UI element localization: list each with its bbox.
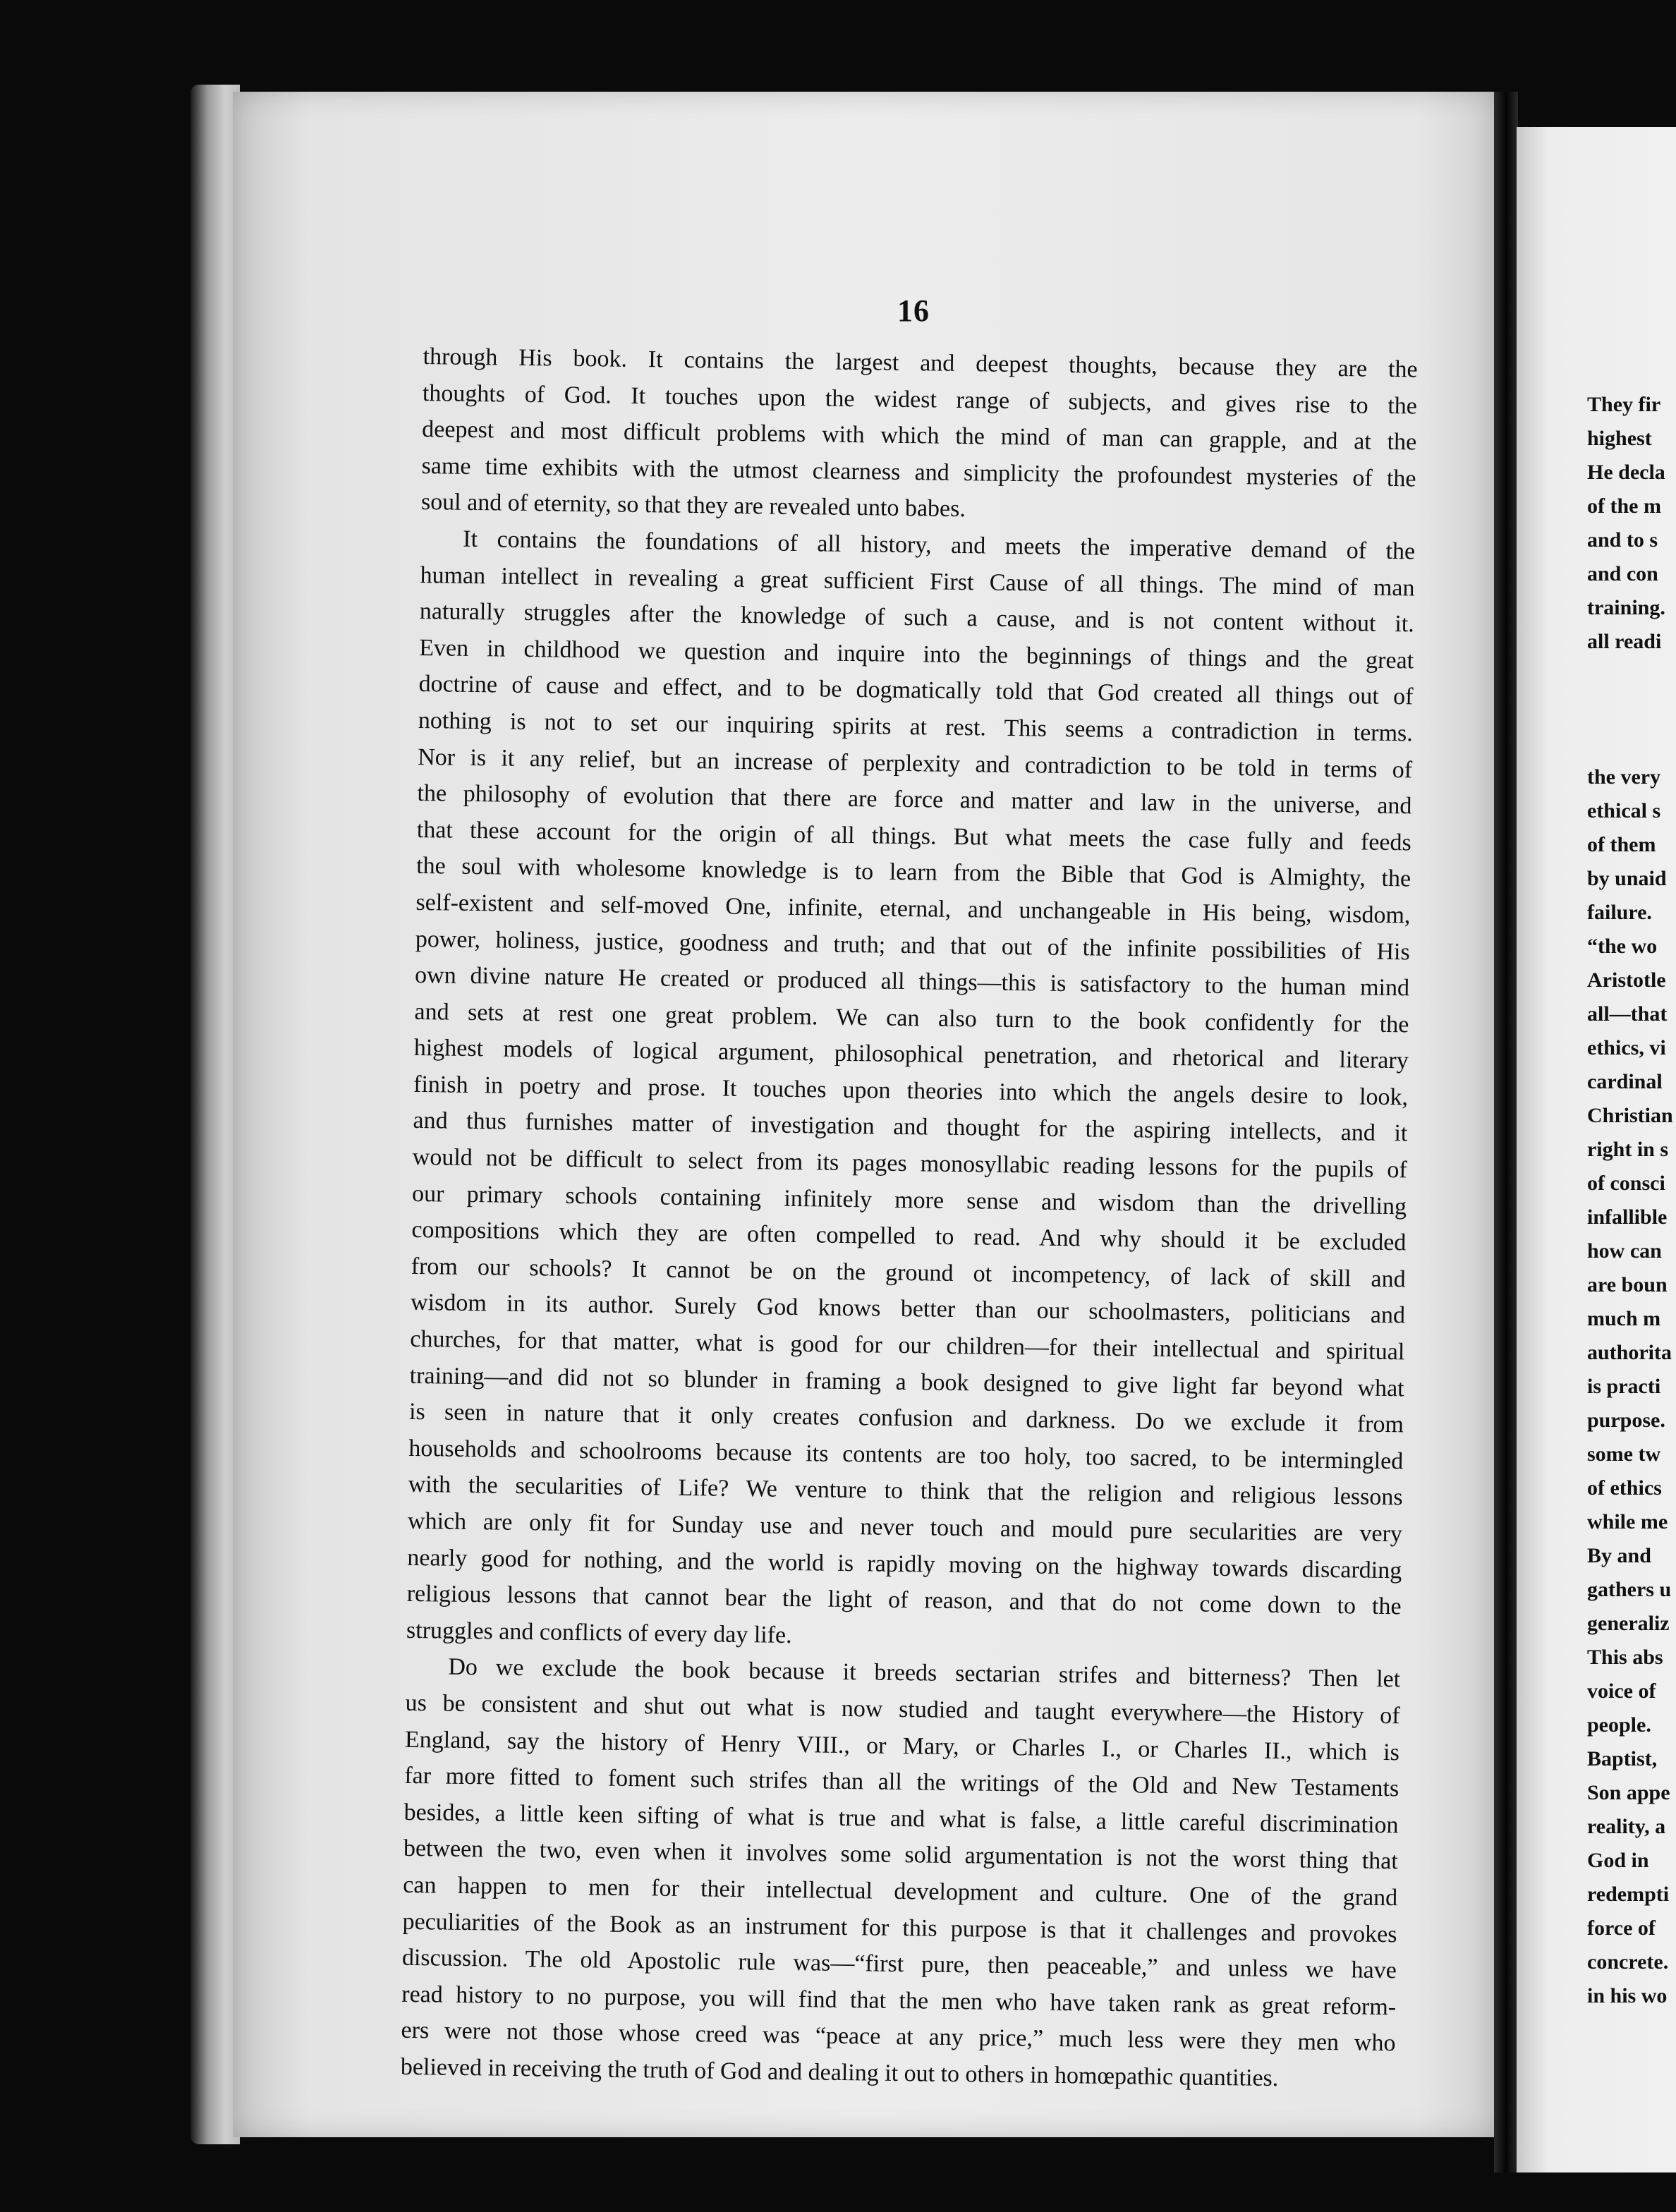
text-line: thoughts of God. It touches upon the widest range of subjects, and gives rise to the xyxy=(422,379,1418,420)
text-line: read history to no purpose, you will find that the men who have taken rank as great reform- xyxy=(401,1981,1397,2020)
text-line: from our schools? It cannot be on the ground ot incompetency, of lack of skill and xyxy=(411,1253,1406,1293)
text-line: Even in childhood we question and inquire into the beginnings of things and the great xyxy=(419,634,1414,674)
paragraph xyxy=(421,339,1418,533)
text-line: our primary schools containing infinitely more sense and wisdom than the drivelling xyxy=(411,1180,1407,1220)
facing-page-line: are boun xyxy=(1587,1273,1668,1296)
text-line: wisdom in its author. Surely God knows better than our schoolmasters, politicians and xyxy=(410,1289,1406,1329)
facing-page-line: Christian xyxy=(1587,1104,1673,1127)
facing-page-line: generaliz xyxy=(1587,1612,1670,1635)
text-line: through His book. It contains the largest and deepest thoughts, because they are the xyxy=(423,343,1418,383)
text-line: churches, for that matter, what is good for our children—for their intellectual and spiritual xyxy=(410,1325,1405,1366)
text-line: doctrine of cause and effect, and to be dogmatically told that God created all things out of xyxy=(418,671,1414,710)
text-line: same time exhibits with the utmost clearness and simplicity the profoundest mysteries of the xyxy=(421,452,1416,492)
facing-page-line xyxy=(1587,693,1676,727)
facing-page-line: some tw xyxy=(1587,1442,1661,1466)
facing-page-line: He decla xyxy=(1587,461,1665,484)
facing-page-line: voice of xyxy=(1587,1679,1656,1703)
text-line: that these account for the origin of all things. But what meets the case fully and feeds xyxy=(416,816,1412,856)
facing-page-line: reality, a xyxy=(1587,1815,1666,1838)
page-body-text xyxy=(401,339,1418,2098)
facing-page-line: all readi xyxy=(1587,630,1662,653)
text-line: far more fitted to foment such strifes than all the writings of the Old and New Testaments xyxy=(404,1762,1399,1802)
facing-page-line: Baptist, xyxy=(1587,1747,1658,1770)
text-line: nearly good for nothing, and the world is rapidly moving on the highway towards discarding xyxy=(407,1544,1402,1584)
text-line: power, holiness, justice, goodness and truth; and that out of the infinite possibilities of His xyxy=(415,925,1410,965)
text-line: believed in receiving the truth of God and dealing it out to others in homœpathic quantities. xyxy=(400,2053,1279,2091)
facing-page-line: ethical s xyxy=(1587,799,1661,822)
facing-page-line: Son appe xyxy=(1587,1781,1670,1804)
facing-page-text xyxy=(1587,388,1676,2013)
text-line: compositions which they are often compelled to read. And why should it be excluded xyxy=(411,1217,1407,1256)
text-line: the soul with wholesome knowledge is to learn from the Bible that God is Almighty, the xyxy=(415,853,1411,892)
facing-page-line: purpose. xyxy=(1587,1409,1665,1432)
text-line: besides, a little keen sifting of what is true and what is false, a little careful discrimination xyxy=(403,1799,1399,1839)
page-number: 16 xyxy=(897,293,930,328)
facing-page-line: They fir xyxy=(1587,393,1661,416)
facing-page-line: much m xyxy=(1587,1307,1661,1330)
facing-page-line: Aristotle xyxy=(1587,968,1666,992)
paragraph xyxy=(401,1648,1401,2098)
facing-page-line: gathers u xyxy=(1587,1578,1672,1601)
facing-page-line xyxy=(1587,727,1676,760)
facing-page-line: failure. xyxy=(1587,901,1652,924)
text-line: training—and did not so blunder in framing a book designed to give light far beyond what xyxy=(409,1362,1404,1402)
facing-page-line: By and xyxy=(1587,1544,1651,1567)
text-line: ers were not those whose creed was “peace at any price,” much less were they men who xyxy=(401,2017,1396,2057)
text-line: which are only fit for Sunday use and never touch and mould pure secularities are very xyxy=(407,1507,1403,1548)
text-line: self-existent and self-moved One, infinite, eternal, and unchangeable in His being, wisdom, xyxy=(415,889,1411,929)
facing-page-line: is practi xyxy=(1587,1375,1661,1398)
facing-page-line: of them xyxy=(1587,833,1656,856)
text-line: peculiarities of the Book as an instrument for this purpose is that it challenges and provokes xyxy=(402,1908,1397,1947)
facing-page-line: by unaid xyxy=(1587,867,1667,890)
facing-page-line: people. xyxy=(1587,1713,1651,1737)
facing-page-line: the very xyxy=(1587,765,1661,789)
facing-page-line: This abs xyxy=(1587,1646,1663,1669)
facing-page-line: while me xyxy=(1587,1510,1668,1533)
facing-page-line: concrete. xyxy=(1587,1950,1669,1974)
facing-page-line: highest xyxy=(1587,427,1652,450)
text-line: discussion. The old Apostolic rule was—“first pure, then peaceable,” and unless we have xyxy=(401,1944,1397,1984)
facing-page-line: all—that xyxy=(1587,1002,1668,1026)
facing-page-line: redempti xyxy=(1587,1883,1670,1906)
text-line: us be consistent and shut out what is now studied and taught everywhere—the History of xyxy=(405,1689,1400,1730)
text-line: Do we exclude the book because it breeds sectarian strifes and bitterness? Then let xyxy=(448,1654,1401,1693)
text-line: highest models of logical argument, philosophical penetration, and rhetorical and literary xyxy=(413,1035,1409,1074)
text-line: religious lessons that cannot bear the light of reason, and that do not come down to the xyxy=(406,1581,1402,1620)
facing-page-line: God in xyxy=(1587,1849,1649,1872)
text-line: nothing is not to set our inquiring spirits at rest. This seems a contradiction in terms. xyxy=(418,707,1414,747)
facing-page-line: and con xyxy=(1587,562,1658,585)
facing-page-line: of ethics xyxy=(1587,1476,1662,1500)
text-line: struggles and conflicts of every day life. xyxy=(406,1617,792,1648)
text-line: households and schoolrooms because its contents are too holy, too sacred, to be intermingled xyxy=(408,1435,1404,1475)
facing-page-line: ethics, vi xyxy=(1587,1036,1666,1059)
facing-page-line: right in s xyxy=(1587,1138,1669,1161)
text-line: and thus furnishes matter of investigation and thought for the aspiring intellects, and it xyxy=(413,1107,1408,1147)
book-gutter xyxy=(1494,92,1518,2172)
text-line: naturally struggles after the knowledge of such a cause, and is not content without it. xyxy=(419,598,1415,638)
facing-page-line: authorita xyxy=(1587,1341,1672,1364)
facing-page-line: of consci xyxy=(1587,1172,1665,1195)
text-line: It contains the foundations of all history, and meets the imperative demand of the xyxy=(463,525,1416,565)
facing-page-line: training. xyxy=(1587,596,1665,619)
text-line: with the secularities of Life? We venture to think that the religion and religious lessons xyxy=(408,1471,1403,1511)
facing-page-line: “the wo xyxy=(1587,935,1658,958)
text-line: own divine nature He created or produced all things—this is satisfactory to the human mind xyxy=(414,962,1410,1002)
text-line: can happen to men for their intellectual development and culture. One of the grand xyxy=(403,1871,1398,1912)
facing-page-line: cardinal xyxy=(1587,1070,1663,1093)
text-line: Nor is it any relief, but an increase of perplexity and contradiction to be told in terms of xyxy=(417,743,1413,783)
facing-page-line: in his wo xyxy=(1587,1984,1668,2007)
text-line: would not be difficult to select from its pages monosyllabic reading lessons for the pupils of xyxy=(412,1143,1407,1184)
facing-page-line: force of xyxy=(1587,1916,1656,1940)
facing-page-line: how can xyxy=(1587,1239,1662,1263)
text-line: soul and of eternity, so that they are revealed unto babes. xyxy=(420,489,966,523)
facing-page-line: of the m xyxy=(1587,494,1661,518)
text-line: between the two, even when it involves some solid argumentation is not the worst thing that xyxy=(403,1835,1399,1875)
text-line: human intellect in revealing a great sufficient First Cause of all things. The mind of man xyxy=(420,561,1415,601)
text-line: deepest and most difficult problems with which the mind of man can grapple, and at the xyxy=(422,416,1417,456)
facing-page-line xyxy=(1587,659,1676,693)
facing-page-line: infallible xyxy=(1587,1205,1668,1229)
text-line: is seen in nature that it only creates confusion and darkness. Do we exclude it from xyxy=(408,1399,1404,1438)
facing-page-line: and to s xyxy=(1587,528,1658,552)
text-line: finish in poetry and prose. It touches upon theories into which the angels desire to look, xyxy=(413,1071,1409,1111)
text-line: the philosophy of evolution that there are force and matter and law in the universe, and xyxy=(417,780,1412,820)
text-line: and sets at rest one great problem. We can also turn to the book confidently for the xyxy=(414,998,1409,1038)
text-line: England, say the history of Henry VIII., or Mary, or Charles I., or Charles II., which is xyxy=(404,1726,1400,1766)
paragraph xyxy=(406,521,1416,1662)
